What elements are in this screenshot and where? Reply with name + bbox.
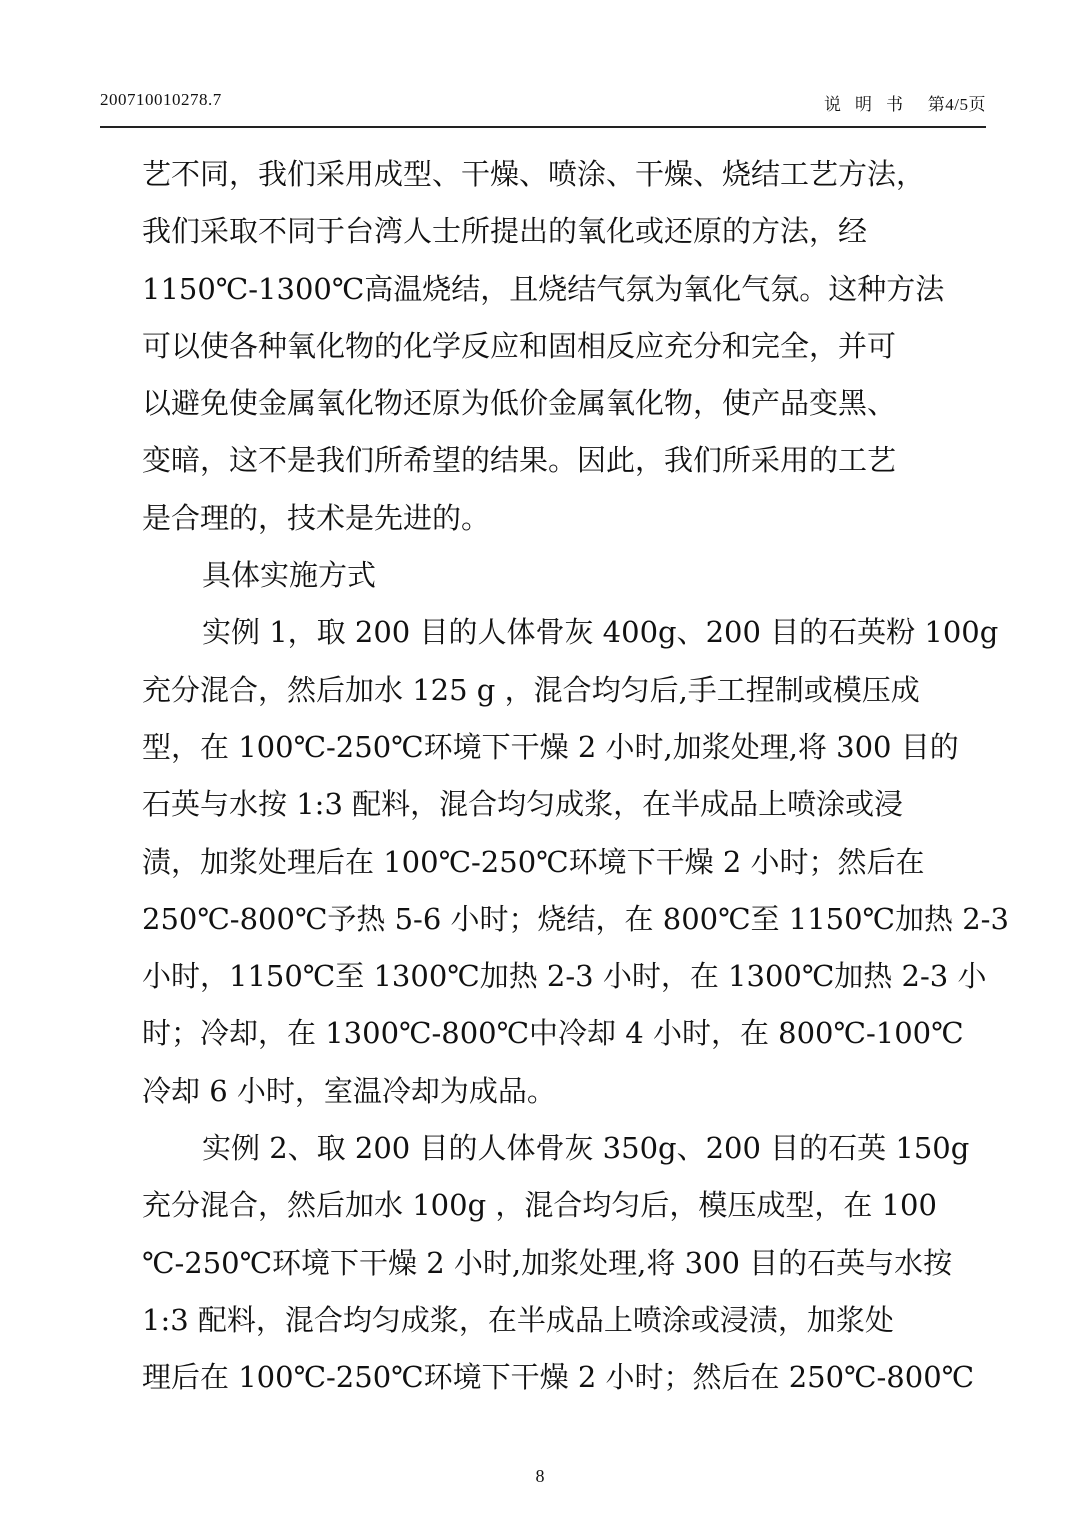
- document-body: [142, 146, 1009, 1407]
- text-line: 时；冷却，在 1300℃-800℃中冷却 4 小时，在 800℃-100℃: [142, 1016, 964, 1051]
- header-rule: [100, 126, 986, 128]
- page-header: [100, 90, 986, 114]
- text-line: 实例 2、取 200 目的人体骨灰 350g、200 目的石英 150g: [202, 1131, 970, 1166]
- text-line: 理后在 100℃-250℃环境下干燥 2 小时；然后在 250℃-800℃: [142, 1360, 975, 1395]
- header-right: [824, 90, 986, 115]
- text-line: ℃-250℃环境下干燥 2 小时,加浆处理,将 300 目的石英与水按: [142, 1245, 953, 1280]
- document-type-label: 说明书: [824, 95, 918, 114]
- text-line: 充分混合，然后加水 125 g ，混合均匀后,手工捏制或模压成: [142, 672, 920, 707]
- text-line: 我们采取不同于台湾人士所提出的氧化或还原的方法，经: [142, 214, 868, 249]
- page-count-label: 第4/5页: [927, 95, 986, 114]
- text-line: 变暗，这不是我们所希望的结果。因此，我们所采用的工艺: [142, 443, 897, 478]
- text-line: 冷却 6 小时，室温冷却为成品。: [142, 1073, 556, 1108]
- page-number: 8: [535, 1466, 545, 1486]
- text-line: 型，在 100℃-250℃环境下干燥 2 小时,加浆处理,将 300 目的: [142, 729, 959, 764]
- text-line: 艺不同，我们采用成型、干燥、喷涂、干燥、烧结工艺方法，: [142, 157, 926, 191]
- text-line: 小时，1150℃至 1300℃加热 2-3 小时，在 1300℃加热 2-3 小: [142, 959, 987, 994]
- text-line: 1:3 配料，混合均匀成浆，在半成品上喷涂或浸渍，加浆处: [142, 1302, 894, 1337]
- text-line: 实例 1，取 200 目的人体骨灰 400g、200 目的石英粉 100g: [202, 615, 999, 650]
- text-line: 1150℃-1300℃高温烧结，且烧结气氛为氧化气氛。这种方法: [142, 271, 945, 306]
- text-line: 渍，加浆处理后在 100℃-250℃环境下干燥 2 小时；然后在: [142, 844, 925, 879]
- document-number: 200710010278.7: [100, 90, 222, 109]
- section-heading: 具体实施方式: [202, 558, 377, 593]
- text-line: 充分混合，然后加水 100g ，混合均匀后，模压成型，在 100: [142, 1188, 937, 1223]
- text-line: 可以使各种氧化物的化学反应和固相反应充分和完全，并可: [142, 328, 897, 363]
- text-line: 以避免使金属氧化物还原为低价金属氧化物，使产品变黑、: [142, 386, 897, 421]
- text-line: 石英与水按 1:3 配料，混合均匀成浆，在半成品上喷涂或浸: [142, 787, 904, 822]
- text-line: 250℃-800℃予热 5-6 小时；烧结，在 800℃至 1150℃加热 2-3: [142, 901, 1009, 936]
- text-line: 是合理的，技术是先进的。: [142, 500, 491, 535]
